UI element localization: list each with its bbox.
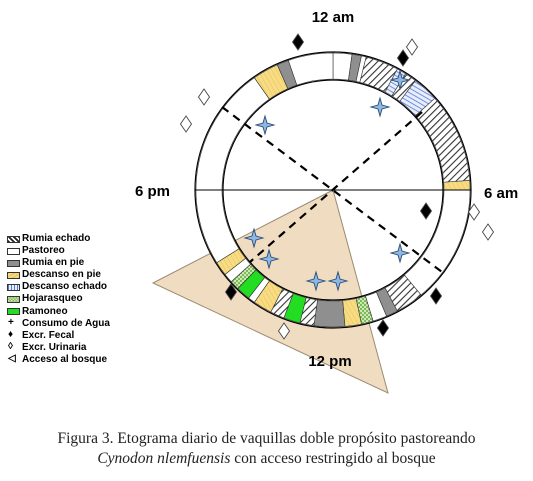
legend-swatch	[6, 235, 22, 244]
legend-label: Excr. Urinaria	[22, 341, 87, 353]
legend-label: Hojarasqueo	[22, 293, 83, 305]
legend-label: Excr. Fecal	[22, 329, 75, 341]
water-star-icon: +	[8, 317, 14, 329]
legend-item	[6, 306, 110, 318]
legend-label: Consumo de Agua	[22, 317, 110, 329]
legend-item	[6, 293, 110, 305]
legend-item	[6, 269, 110, 281]
water-consumption-icon	[371, 98, 389, 116]
urinary-excretion-icon	[199, 89, 210, 105]
legend-label: Descanso echado	[22, 281, 108, 293]
fecal-excretion-icon	[293, 34, 304, 50]
legend-swatch	[6, 283, 22, 292]
legend-swatch	[6, 271, 22, 280]
water-consumption-icon	[391, 244, 409, 262]
legend-swatch	[6, 295, 22, 304]
figure-caption-line1: Figura 3. Etograma diario de vaquillas doble propósito pastoreando	[57, 430, 476, 447]
black-diamond-icon: ♦	[8, 329, 14, 341]
legend-label: Acceso al bosque	[22, 353, 108, 365]
legend-item	[6, 233, 110, 245]
legend-label: Descanso en pie	[22, 269, 101, 281]
triangle-icon: ◁	[8, 353, 16, 365]
label-12pm: 12 pm	[308, 353, 352, 370]
caption-rest: con acceso restringido al bosque	[230, 450, 436, 467]
ring-segment-gray	[314, 300, 345, 327]
caption-species: Cynodon nlemfuensis	[97, 450, 231, 467]
fecal-excretion-icon	[398, 50, 409, 66]
legend-item	[6, 245, 110, 257]
white-diamond-icon: ◊	[8, 341, 13, 353]
legend-swatch	[6, 259, 22, 268]
fecal-excretion-icon	[421, 203, 432, 219]
legend	[6, 233, 110, 366]
label-6am: 6 am	[484, 185, 519, 202]
legend-label: Ramoneo	[22, 305, 68, 317]
fecal-excretion-icon	[378, 320, 389, 336]
legend-swatch	[6, 307, 22, 316]
fecal-excretion-icon	[431, 288, 442, 304]
legend-item	[6, 318, 110, 330]
legend-swatch	[6, 247, 22, 256]
legend-item	[6, 281, 110, 293]
label-12am: 12 am	[311, 9, 355, 26]
ring-segment-yellow	[444, 180, 470, 190]
water-consumption-icon	[256, 116, 274, 134]
legend-item	[6, 342, 110, 354]
label-6pm: 6 pm	[135, 183, 171, 200]
legend-label: Pastoreo	[22, 245, 65, 257]
urinary-excretion-icon	[407, 39, 418, 55]
legend-label: Rumia echado	[22, 233, 91, 244]
legend-item	[6, 330, 110, 342]
urinary-excretion-icon	[181, 116, 192, 132]
legend-label: Rumia en pie	[22, 257, 85, 269]
urinary-excretion-icon	[483, 224, 494, 240]
figure-caption-line2	[0, 450, 533, 468]
legend-item	[6, 354, 110, 366]
legend-item	[6, 257, 110, 269]
